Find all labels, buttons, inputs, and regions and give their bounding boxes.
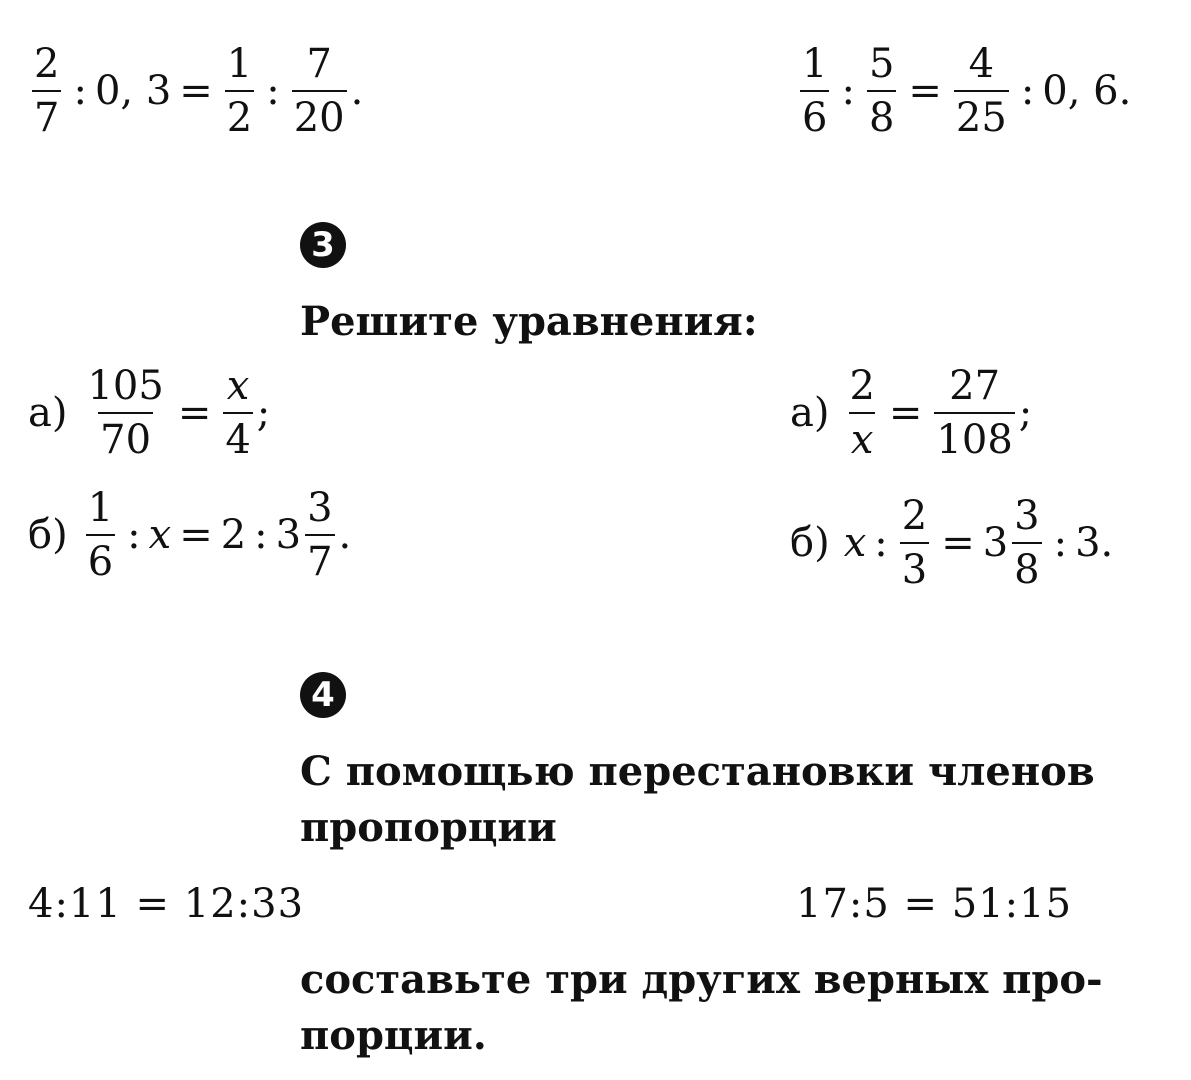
operator: : [841, 68, 855, 114]
fraction [225, 41, 254, 141]
task-heading: Решите уравнения: [300, 298, 758, 345]
numerator: 3 [307, 485, 333, 531]
numerator: 7 [306, 41, 332, 87]
denominator: 7 [305, 534, 334, 582]
operator: : [1053, 520, 1068, 566]
numerator: 4 [968, 41, 995, 87]
denominator: 3 [900, 542, 929, 590]
fraction [900, 493, 929, 593]
task-footer-line1: составьте три других верных про- [300, 956, 1103, 1003]
equals-sign: = [941, 520, 975, 566]
equation-right-a [790, 363, 1033, 463]
denominator: 8 [1012, 542, 1041, 590]
operator: : [73, 68, 87, 114]
denominator: x [849, 412, 876, 460]
item-label: а) [790, 390, 830, 436]
denominator: 25 [954, 90, 1009, 138]
numerator: 27 [949, 363, 1001, 409]
denominator: 8 [867, 90, 896, 138]
numerator: 1 [87, 485, 114, 531]
numerator: 3 [1014, 493, 1040, 539]
denominator: 70 [98, 412, 153, 460]
item-label: а) [28, 390, 68, 436]
equals-sign: = [177, 390, 212, 436]
numerator: 1 [226, 41, 253, 87]
operator: : [266, 68, 280, 114]
equation-right-b [790, 493, 1114, 593]
variable: x [843, 520, 867, 566]
semicolon: ; [1018, 390, 1033, 436]
denominator: 6 [86, 534, 115, 582]
numerator: 2 [849, 363, 875, 409]
numerator: 2 [901, 493, 928, 539]
numerator: 2 [34, 41, 60, 87]
task-number-badge: 4 [300, 672, 346, 718]
proportion-row1-right [796, 41, 1132, 141]
fraction [85, 363, 165, 463]
denominator: 7 [32, 90, 61, 138]
fraction [292, 41, 347, 141]
task-footer-line2: порции. [300, 1012, 487, 1059]
denominator: 6 [800, 90, 829, 138]
task-heading-line1: С помощью перестановки членов [300, 748, 1095, 795]
denominator: 108 [934, 412, 1014, 460]
task-number-badge: 3 [300, 222, 346, 268]
operator: : [127, 512, 141, 558]
whole-part: 3 [982, 520, 1009, 566]
fraction [1012, 493, 1041, 593]
value: 0, 3 [94, 68, 172, 114]
numerator: 5 [868, 41, 895, 87]
fraction [954, 41, 1009, 141]
fraction [86, 485, 115, 585]
fraction [934, 363, 1014, 463]
proportion-right: 17:5 = 51:15 [796, 881, 1073, 927]
period: . [350, 68, 364, 114]
equals-sign: = [908, 68, 942, 114]
value: 3. [1075, 520, 1114, 566]
operator: : [1020, 68, 1035, 114]
task-heading-line2: пропорции [300, 804, 557, 851]
variable: x [148, 512, 172, 558]
fraction [223, 363, 252, 463]
equation-left-b [28, 485, 352, 585]
proportion-row1-left [28, 41, 364, 141]
numerator: 105 [87, 363, 164, 409]
item-label: б) [28, 512, 68, 558]
whole-part: 3 [275, 512, 302, 558]
value: 0, 6. [1042, 68, 1132, 114]
proportion-left: 4:11 = 12:33 [28, 881, 305, 927]
numerator: x [226, 363, 250, 409]
semicolon: ; [256, 390, 271, 436]
fraction [867, 41, 896, 141]
equals-sign: = [179, 512, 213, 558]
operator: : [874, 520, 888, 566]
value: 2 [220, 512, 247, 558]
equals-sign: = [888, 390, 923, 436]
equation-left-a [28, 363, 271, 463]
denominator: 4 [223, 412, 252, 460]
fraction [847, 363, 876, 463]
period: . [338, 512, 352, 558]
operator: : [254, 512, 268, 558]
numerator: 1 [802, 41, 828, 87]
item-label: б) [790, 520, 830, 566]
denominator: 20 [292, 90, 347, 138]
fraction [800, 41, 829, 141]
equals-sign: = [179, 68, 213, 114]
fraction [305, 485, 334, 585]
fraction [32, 41, 61, 141]
denominator: 2 [225, 90, 254, 138]
